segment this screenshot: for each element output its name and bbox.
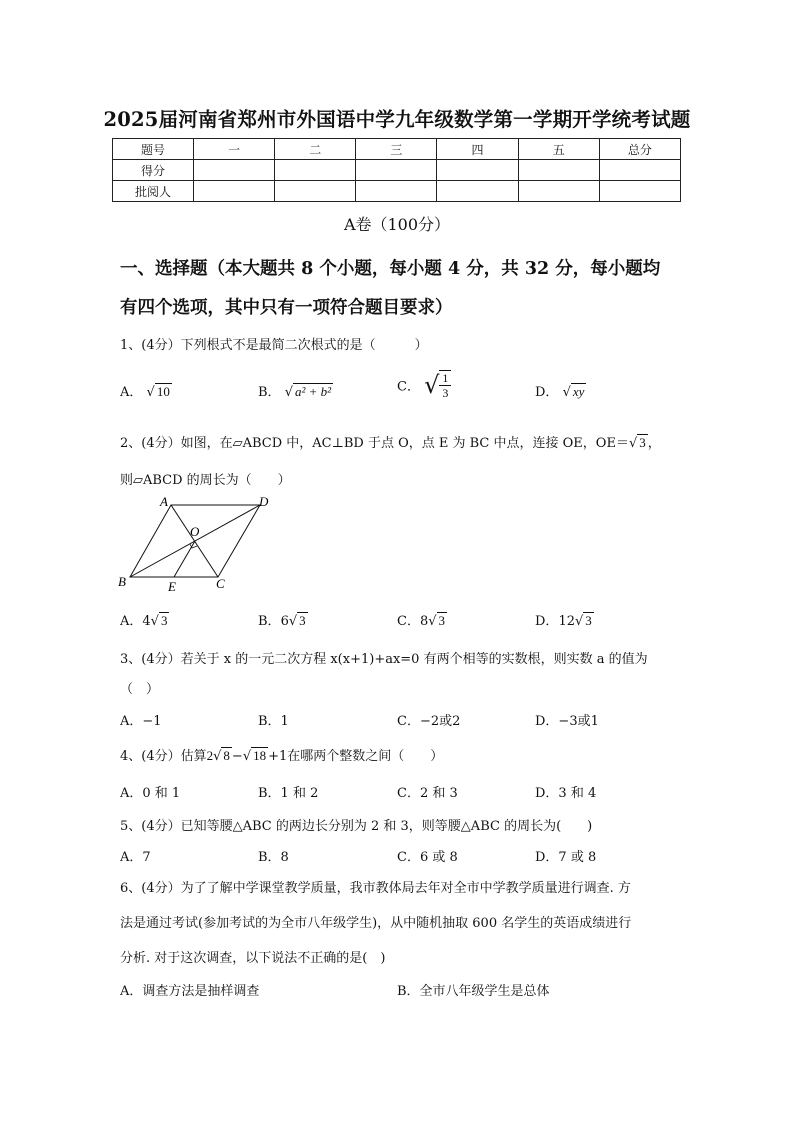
q6-option-b: B．全市八年级学生是总体 — [397, 984, 550, 999]
radical: √ 3 — [288, 613, 306, 629]
coefficient: 6 — [280, 614, 289, 629]
label-a: A — [160, 494, 168, 509]
question-6-line3: 分析. 对于这次调查，以下说法不正确的是( ) — [120, 951, 386, 966]
question-4-stem — [120, 745, 443, 764]
table-cell — [437, 181, 518, 202]
coefficient: 8 — [419, 614, 429, 629]
table-cell — [599, 160, 680, 181]
table-cell: 批阅人 — [113, 181, 194, 202]
plus-one: +1 — [268, 749, 288, 764]
q6-option-a: A．调查方法是抽样调查 — [120, 984, 260, 999]
question-2-stem — [120, 432, 661, 451]
table-cell — [194, 181, 275, 202]
radicand: 10 — [156, 384, 170, 399]
q1-option-a — [120, 381, 172, 400]
table-row — [113, 160, 681, 181]
part-heading-line2: 有四个选项，其中只有一项符合题目要求） — [120, 298, 453, 318]
radical: √ a² + b² — [284, 384, 332, 400]
table-cell — [518, 160, 599, 181]
radical: √ 3 — [574, 613, 592, 629]
option-label: D． — [535, 385, 559, 400]
q4-option-b: B．1 和 2 — [258, 786, 319, 801]
q4-option-a: A．0 和 1 — [120, 786, 181, 801]
page-title: 2025届河南省郑州市外国语中学九年级数学第一学期开学统考试题 — [103, 108, 691, 131]
radicand: xy — [572, 384, 585, 399]
coefficient: 2 — [206, 748, 214, 763]
label-o: O — [190, 524, 200, 539]
q3-option-a: A．−1 — [120, 714, 162, 729]
q1-option-c — [397, 370, 451, 400]
table-cell: 二 — [275, 139, 356, 160]
q2-option-c — [397, 610, 447, 629]
coefficient: 4 — [142, 614, 151, 629]
q3-option-d: D．−3或1 — [535, 714, 599, 729]
question-5-stem: 5、(4分）已知等腰△ABC 的两边长分别为 2 和 3，则等腰△ABC 的周长为( ) — [120, 819, 593, 834]
question-1-stem: 1、(4分）下列根式不是最简二次根式的是（ ） — [120, 338, 428, 353]
q4-option-c: C．2 和 3 — [397, 786, 458, 801]
radicand: 3 — [160, 613, 168, 628]
table-cell — [275, 160, 356, 181]
table-cell — [437, 160, 518, 181]
fraction — [439, 370, 451, 400]
table-row — [113, 181, 681, 202]
q3-option-c: C．−2或2 — [397, 714, 461, 729]
option-label: C． — [397, 379, 420, 395]
radical: √ xy — [562, 384, 585, 400]
q2-option-b — [258, 610, 308, 629]
question-3-stem: 3、(4分）若关于 x 的一元二次方程 x(x+1)+ax=0 有两个相等的实数根，则实数 a 的值为 — [120, 652, 648, 667]
table-row — [113, 139, 681, 160]
table-cell: 三 — [356, 139, 437, 160]
radicand: a² + b² — [295, 384, 332, 399]
numerator: 1 — [439, 371, 451, 386]
stem-text: 2、(4分）如图，在▱ABCD 中，AC⊥BD 于点 O，点 E 为 BC 中点，连接 OE，OE＝ — [120, 436, 629, 451]
q1-option-d — [535, 381, 586, 400]
radical: √ 3 — [150, 613, 168, 629]
radical: √ 10 — [146, 384, 170, 400]
question-2-line2: 则▱ABCD 的周长为（ ） — [120, 473, 291, 488]
q5-option-a: A．7 — [120, 850, 151, 865]
radical: √ 3 — [628, 435, 646, 451]
radicand: 18 — [253, 748, 267, 763]
stem-text: 4、(4分）估算 — [120, 749, 207, 764]
label-d: D — [259, 494, 269, 509]
coefficient: 12 — [558, 614, 575, 629]
table-cell: 得分 — [113, 160, 194, 181]
q2-option-a — [120, 610, 169, 629]
label-b: B — [118, 574, 126, 589]
question-6-line2: 法是通过考试(参加考试的为全市八年级学生)，从中随机抽取 600 名学生的英语成绩进行 — [120, 916, 632, 931]
table-cell: 题号 — [113, 139, 194, 160]
denominator: 3 — [442, 386, 449, 400]
radicand: 3 — [639, 435, 646, 450]
table-cell — [599, 181, 680, 202]
question-3-line2: （ ） — [120, 682, 160, 697]
option-label: A． — [120, 385, 143, 400]
option-label: B． — [258, 614, 281, 629]
radicand: 3 — [299, 613, 306, 628]
score-table — [112, 138, 681, 202]
label-e: E — [168, 579, 176, 594]
radicand: 3 — [585, 613, 592, 628]
radicand: 8 — [223, 748, 230, 763]
section-heading: A卷（100分） — [343, 215, 451, 234]
table-cell — [356, 181, 437, 202]
table-cell: 四 — [437, 139, 518, 160]
question-6-line1: 6、(4分）为了了解中学课堂教学质量，我市教体局去年对全市中学教学质量进行调查. 方 — [120, 881, 631, 896]
table-cell: 总分 — [599, 139, 680, 160]
table-cell: 五 — [518, 139, 599, 160]
option-label: C． — [397, 614, 420, 629]
option-label: B． — [258, 385, 281, 400]
q4-option-d: D．3 和 4 — [535, 786, 597, 801]
q1-option-b — [258, 381, 333, 400]
parallelogram-figure — [112, 494, 282, 594]
q5-option-b: B．8 — [258, 850, 289, 865]
option-label: A． — [120, 614, 143, 629]
q5-option-c: C．6 或 8 — [397, 850, 458, 865]
minus-sign: − — [231, 749, 243, 764]
stem-end: ， — [647, 436, 661, 451]
table-cell: 一 — [194, 139, 275, 160]
label-c: C — [216, 576, 225, 591]
q3-option-b: B．1 — [258, 714, 289, 729]
radicand: 3 — [438, 613, 446, 628]
table-cell — [356, 160, 437, 181]
radical: √ 18 — [242, 748, 267, 764]
q5-option-d: D．7 或 8 — [535, 850, 597, 865]
option-label: D． — [535, 614, 559, 629]
q2-option-d — [535, 610, 594, 629]
table-cell — [275, 181, 356, 202]
stem-text: 在哪两个整数之间（ ） — [287, 749, 444, 764]
radical: √ $\frac{1}{3}$ — [424, 370, 451, 400]
radical: √ 8 — [213, 748, 230, 764]
radical: √ 3 — [428, 613, 446, 629]
part-heading-line1: 一、选择题（本大题共 8 个小题，每小题 4 分，共 32 分，每小题均 — [120, 259, 661, 279]
table-cell — [194, 160, 275, 181]
table-cell — [518, 181, 599, 202]
